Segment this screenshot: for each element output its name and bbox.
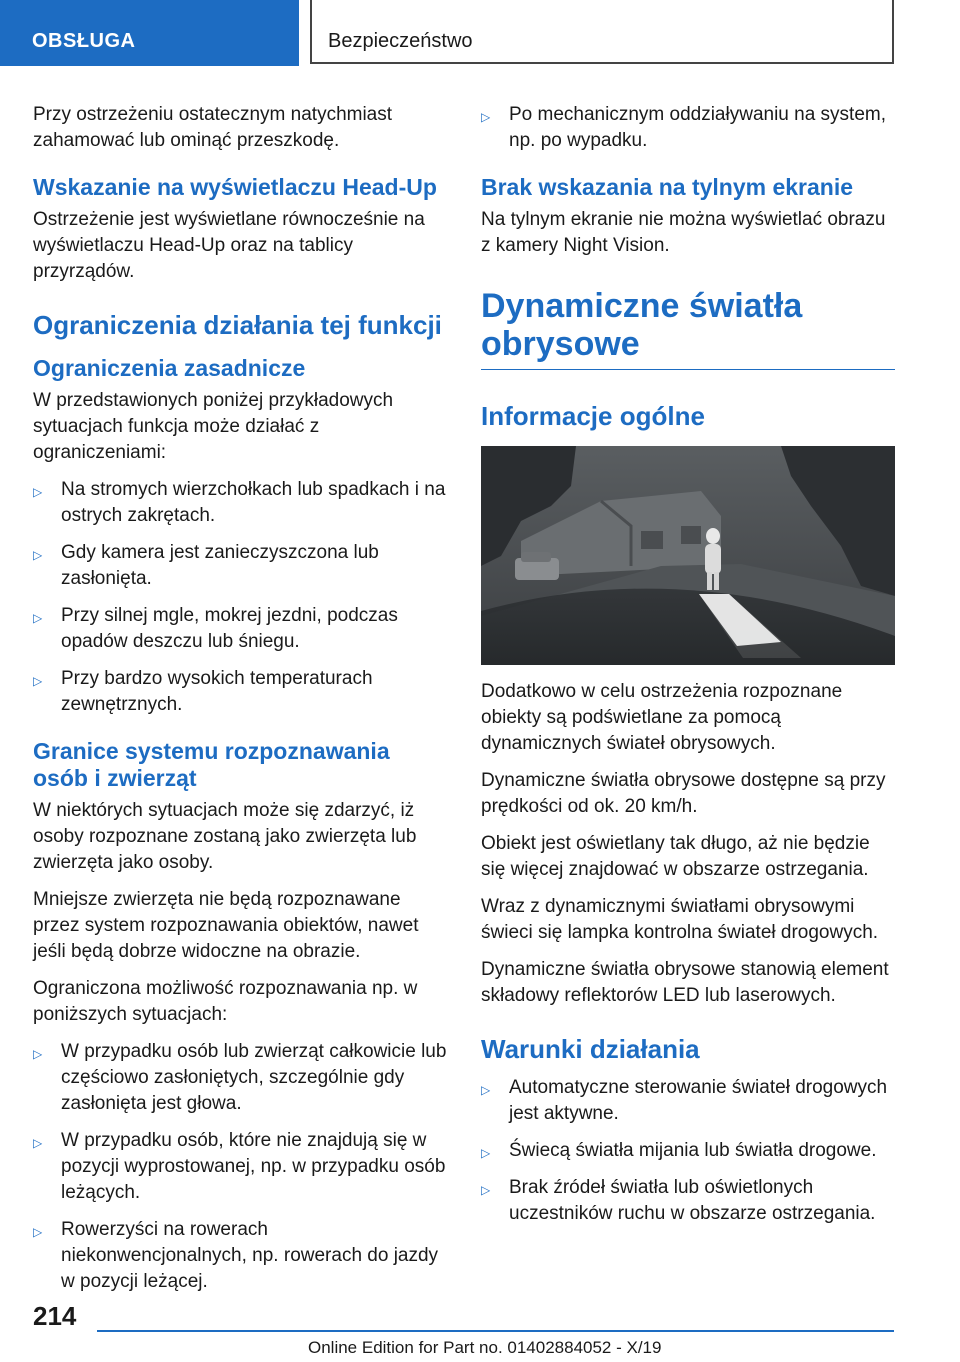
right-column	[481, 102, 895, 1238]
rear-screen-heading: Brak wskazania na tylnym ekranie	[481, 174, 854, 200]
section-tab-label: OBSŁUGA	[32, 30, 136, 52]
section-tab[interactable]	[0, 0, 299, 66]
list-item: ▷ Gdy kamera jest zanieczyszczona lub zasłonięta.	[33, 542, 379, 589]
triangle-bullet-icon: ▷	[33, 1047, 43, 1061]
triangle-bullet-icon: ▷	[33, 485, 43, 499]
triangle-bullet-icon: ▷	[33, 1136, 43, 1150]
triangle-bullet-icon: ▷	[33, 611, 43, 625]
list-item: ▷ W przypadku osób lub zwierząt całkowicie lub częściowo zasłoniętych, szczególnie gdy zasłonięta jest głowa.	[33, 1041, 447, 1114]
triangle-bullet-icon: ▷	[481, 110, 491, 124]
list-item: ▷ Na stromych wierzchołkach lub spadkach i na ostrych zakrętach.	[33, 479, 446, 526]
continued-list	[481, 102, 895, 154]
list-item: ▷ Brak źródeł światła lub oświetlonych uczestników ruchu w obszarze ostrzegania.	[481, 1177, 876, 1224]
detection-limits-list	[33, 1039, 448, 1295]
main-heading: Dynamiczne światła obrysowe	[481, 287, 895, 370]
limits-heading: Ograniczenia działania tej funkcji	[33, 310, 442, 340]
chapter-tab	[310, 0, 894, 64]
detection-paragraph-2: Mniejsze zwierzęta nie będą rozpoznawane przez system rozpoznawania obiektów, nawet jeśli będą dobrze widoczne na obrazie.	[33, 889, 419, 962]
conditions-heading: Warunki działania	[481, 1034, 700, 1064]
basic-limits-paragraph: W przedstawionych poniżej przykładowych sytuacjach funkcja może działać z ograniczeniami:	[33, 390, 394, 463]
edition-note: Online Edition for Part no. 01402884052 - X/19	[308, 1338, 662, 1357]
list-item: ▷ Automatyczne sterowanie świateł drogowych jest aktywne.	[481, 1077, 888, 1124]
intro-paragraph: Przy ostrzeżeniu ostatecznym natychmiast zahamować lub ominąć przeszkodę.	[33, 104, 393, 151]
general-paragraph-1: Dodatkowo w celu ostrzeżenia rozpoznane obiekty są podświetlane za pomocą dynamicznych świateł obrysowych.	[481, 681, 843, 754]
list-item: ▷ W przypadku osób, które nie znajdują się w pozycji wyprostowanej, np. w przypadku osób leżących.	[33, 1130, 446, 1203]
triangle-bullet-icon: ▷	[481, 1146, 491, 1160]
rear-screen-paragraph: Na tylnym ekranie nie można wyświetlać obrazu z kamery Night Vision.	[481, 209, 886, 256]
left-column	[33, 102, 448, 1306]
triangle-bullet-icon: ▷	[481, 1083, 491, 1097]
conditions-list	[481, 1075, 895, 1227]
list-item: ▷ Przy bardzo wysokich temperaturach zewnętrznych.	[33, 668, 373, 715]
triangle-bullet-icon: ▷	[33, 548, 43, 562]
triangle-bullet-icon: ▷	[33, 674, 43, 688]
general-paragraph-4: Wraz z dynamicznymi światłami obrysowymi świeci się lampka kontrolna świateł drogowych.	[481, 896, 879, 943]
page-number: 214	[33, 1301, 77, 1331]
triangle-bullet-icon: ▷	[481, 1183, 491, 1197]
list-item: ▷ Świecą światła mijania lub światła drogowe.	[481, 1138, 895, 1164]
list-item: ▷ Przy silnej mgle, mokrej jezdni, podczas opadów deszczu lub śniegu.	[33, 605, 398, 652]
triangle-bullet-icon: ▷	[33, 1225, 43, 1239]
night-road-illustration	[481, 446, 895, 665]
general-paragraph-3: Obiekt jest oświetlany tak długo, aż nie będzie się więcej znajdować w obszarze ostrzegania.	[481, 833, 870, 880]
chapter-title: Bezpieczeństwo	[328, 30, 473, 52]
detection-paragraph-3: Ograniczona możliwość rozpoznawania np. w poniższych sytuacjach:	[33, 978, 418, 1025]
detection-paragraph-1: W niektórych sytuacjach może się zdarzyć, iż osoby rozpoznane zostaną jako zwierzęta lub zwierzęta jako osoby.	[33, 800, 417, 873]
detection-limits-heading: Granice systemu rozpoznawania osób i zwierząt	[33, 738, 390, 791]
general-info-heading: Informacje ogólne	[481, 401, 705, 431]
hud-heading: Wskazanie na wyświetlaczu Head-Up	[33, 174, 437, 200]
hud-paragraph: Ostrzeżenie jest wyświetlane równocześnie na wyświetlaczu Head-Up oraz na tablicy przyrządów.	[33, 209, 425, 282]
list-item: ▷ Rowerzyści na rowerach niekonwencjonalnych, np. rowerach do jazdy w pozycji leżącej.	[33, 1219, 439, 1292]
basic-limits-heading: Ograniczenia zasadnicze	[33, 355, 306, 381]
footer-divider	[97, 1330, 894, 1332]
general-paragraph-2: Dynamiczne światła obrysowe dostępne są przy prędkości od ok. 20 km/h.	[481, 770, 886, 817]
general-paragraph-5: Dynamiczne światła obrysowe stanowią element składowy reflektorów LED lub laserowych.	[481, 959, 889, 1006]
list-item: ▷ Po mechanicznym oddziaływaniu na system, np. po wypadku.	[481, 104, 887, 151]
basic-limits-list	[33, 477, 448, 718]
night-vision-photo	[481, 446, 895, 665]
